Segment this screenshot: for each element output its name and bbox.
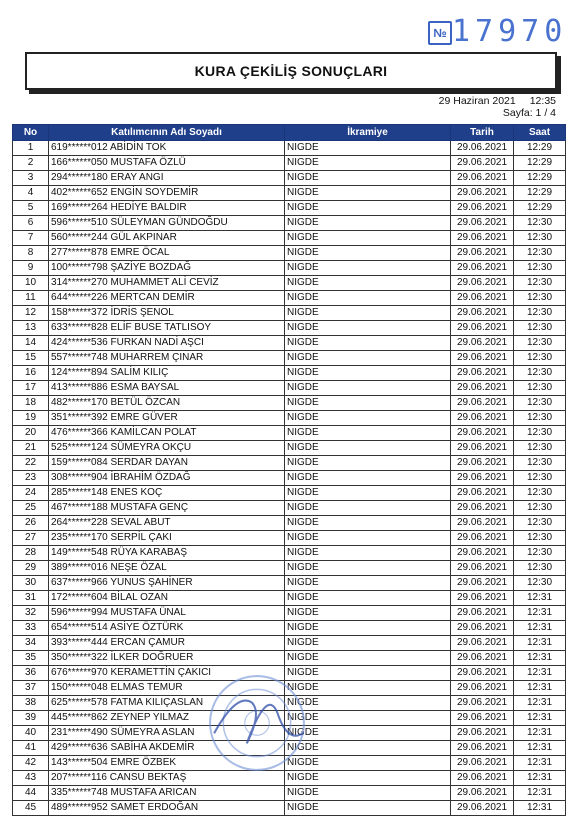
date-cell: 29.06.2021 (451, 756, 514, 771)
date-cell: 29.06.2021 (451, 711, 514, 726)
table-row (13, 666, 566, 681)
date-cell: 29.06.2021 (451, 471, 514, 486)
row-number: 39 (13, 711, 49, 726)
table-row (13, 291, 566, 306)
date-cell: 29.06.2021 (451, 456, 514, 471)
participant-name: 159******084 SERDAR DAYAN (49, 456, 285, 471)
row-number: 29 (13, 561, 49, 576)
row-number: 30 (13, 576, 49, 591)
row-number: 36 (13, 666, 49, 681)
time-cell: 12:30 (514, 531, 566, 546)
row-number: 32 (13, 606, 49, 621)
row-number: 41 (13, 741, 49, 756)
document-number-stamp (428, 14, 568, 49)
table-row (13, 336, 566, 351)
time-cell: 12:30 (514, 306, 566, 321)
date-cell: 29.06.2021 (451, 351, 514, 366)
date-cell: 29.06.2021 (451, 216, 514, 231)
prize-cell: NIGDE (285, 411, 451, 426)
date-cell: 29.06.2021 (451, 771, 514, 786)
time-cell: 12:31 (514, 696, 566, 711)
date-cell: 29.06.2021 (451, 156, 514, 171)
row-number: 27 (13, 531, 49, 546)
prize-cell: NIGDE (285, 381, 451, 396)
date-cell: 29.06.2021 (451, 426, 514, 441)
table-row (13, 141, 566, 156)
participant-name: 489******952 SAMET ERDOĞAN (49, 801, 285, 816)
table-row (13, 216, 566, 231)
participant-name: 557******748 MUHARREM ÇINAR (49, 351, 285, 366)
prize-cell: NIGDE (285, 561, 451, 576)
col-header-time: Saat (514, 125, 566, 141)
date-cell: 29.06.2021 (451, 201, 514, 216)
table-header-row (13, 125, 566, 141)
time-cell: 12:31 (514, 771, 566, 786)
prize-cell: NIGDE (285, 351, 451, 366)
participant-name: 100******798 ŞAZİYE BOZDAĞ (49, 261, 285, 276)
prize-cell: NIGDE (285, 726, 451, 741)
row-number: 26 (13, 516, 49, 531)
row-number: 15 (13, 351, 49, 366)
time-cell: 12:30 (514, 546, 566, 561)
table-row (13, 231, 566, 246)
row-number: 1 (13, 141, 49, 156)
row-number: 16 (13, 366, 49, 381)
time-cell: 12:31 (514, 636, 566, 651)
row-number: 12 (13, 306, 49, 321)
print-time: 12:35 (529, 95, 556, 107)
participant-name: 235******170 SERPİL ÇAKI (49, 531, 285, 546)
time-cell: 12:29 (514, 186, 566, 201)
participant-name: 149******548 RÜYA KARABAŞ (49, 546, 285, 561)
table-row (13, 156, 566, 171)
time-cell: 12:31 (514, 756, 566, 771)
time-cell: 12:31 (514, 606, 566, 621)
prize-cell: NIGDE (285, 276, 451, 291)
date-cell: 29.06.2021 (451, 501, 514, 516)
row-number: 4 (13, 186, 49, 201)
table-row (13, 561, 566, 576)
date-cell: 29.06.2021 (451, 531, 514, 546)
prize-cell: NIGDE (285, 531, 451, 546)
date-cell: 29.06.2021 (451, 636, 514, 651)
table-row (13, 321, 566, 336)
date-cell: 29.06.2021 (451, 681, 514, 696)
prize-cell: NIGDE (285, 141, 451, 156)
row-number: 33 (13, 621, 49, 636)
time-cell: 12:31 (514, 591, 566, 606)
prize-cell: NIGDE (285, 771, 451, 786)
prize-cell: NIGDE (285, 246, 451, 261)
time-cell: 12:30 (514, 276, 566, 291)
table-body (13, 141, 566, 816)
date-cell: 29.06.2021 (451, 726, 514, 741)
participant-name: 525******124 SÜMEYRA OKÇU (49, 441, 285, 456)
table-row (13, 366, 566, 381)
prize-cell: NIGDE (285, 516, 451, 531)
prize-cell: NIGDE (285, 426, 451, 441)
prize-cell: NIGDE (285, 741, 451, 756)
date-cell: 29.06.2021 (451, 621, 514, 636)
participant-name: 350******322 İLKER DOĞRUER (49, 651, 285, 666)
date-cell: 29.06.2021 (451, 561, 514, 576)
table-row (13, 681, 566, 696)
row-number: 40 (13, 726, 49, 741)
table-row (13, 621, 566, 636)
date-cell: 29.06.2021 (451, 741, 514, 756)
row-number: 10 (13, 276, 49, 291)
time-cell: 12:30 (514, 366, 566, 381)
date-cell: 29.06.2021 (451, 786, 514, 801)
prize-cell: NIGDE (285, 606, 451, 621)
date-cell: 29.06.2021 (451, 336, 514, 351)
date-cell: 29.06.2021 (451, 696, 514, 711)
table-row (13, 531, 566, 546)
table-row (13, 741, 566, 756)
time-cell: 12:30 (514, 396, 566, 411)
participant-name: 166******050 MUSTAFA ÖZLÜ (49, 156, 285, 171)
table-row (13, 381, 566, 396)
prize-cell: NIGDE (285, 756, 451, 771)
table-row (13, 576, 566, 591)
row-number: 19 (13, 411, 49, 426)
document-number: 17970 (452, 14, 568, 49)
prize-cell: NIGDE (285, 801, 451, 816)
date-cell: 29.06.2021 (451, 486, 514, 501)
participant-name: 596******994 MUSTAFA ÜNAL (49, 606, 285, 621)
prize-cell: NIGDE (285, 501, 451, 516)
date-cell: 29.06.2021 (451, 276, 514, 291)
prize-cell: NIGDE (285, 591, 451, 606)
participant-name: 560******244 GÜL AKPINAR (49, 231, 285, 246)
col-header-no: No (13, 125, 49, 141)
table-row (13, 726, 566, 741)
prize-cell: NIGDE (285, 546, 451, 561)
participant-name: 314******270 MUHAMMET ALİ CEVİZ (49, 276, 285, 291)
date-cell: 29.06.2021 (451, 651, 514, 666)
participant-name: 335******748 MUSTAFA ARICAN (49, 786, 285, 801)
participant-name: 424******536 FURKAN NADİ AŞCI (49, 336, 285, 351)
prize-cell: NIGDE (285, 336, 451, 351)
participant-name: 633******828 ELİF BUSE TATLISOY (49, 321, 285, 336)
prize-cell: NIGDE (285, 651, 451, 666)
row-number: 25 (13, 501, 49, 516)
date-cell: 29.06.2021 (451, 141, 514, 156)
time-cell: 12:29 (514, 171, 566, 186)
participant-name: 285******148 ENES KOÇ (49, 486, 285, 501)
date-cell: 29.06.2021 (451, 666, 514, 681)
table-row (13, 456, 566, 471)
participant-name: 482******170 BETÜL ÖZCAN (49, 396, 285, 411)
number-prefix: № (428, 21, 452, 45)
date-cell: 29.06.2021 (451, 516, 514, 531)
time-cell: 12:30 (514, 471, 566, 486)
row-number: 14 (13, 336, 49, 351)
participant-name: 429******636 SABİHA AKDEMİR (49, 741, 285, 756)
date-cell: 29.06.2021 (451, 801, 514, 816)
table-row (13, 306, 566, 321)
table-row (13, 636, 566, 651)
time-cell: 12:30 (514, 246, 566, 261)
time-cell: 12:30 (514, 426, 566, 441)
time-cell: 12:30 (514, 456, 566, 471)
prize-cell: NIGDE (285, 321, 451, 336)
prize-cell: NIGDE (285, 306, 451, 321)
participant-name: 625******578 FATMA KILIÇASLAN (49, 696, 285, 711)
time-cell: 12:31 (514, 621, 566, 636)
prize-cell: NIGDE (285, 696, 451, 711)
row-number: 20 (13, 426, 49, 441)
date-cell: 29.06.2021 (451, 291, 514, 306)
row-number: 37 (13, 681, 49, 696)
time-cell: 12:31 (514, 786, 566, 801)
prize-cell: NIGDE (285, 291, 451, 306)
table-row (13, 771, 566, 786)
date-cell: 29.06.2021 (451, 231, 514, 246)
prize-cell: NIGDE (285, 231, 451, 246)
date-cell: 29.06.2021 (451, 606, 514, 621)
participant-name: 158******372 İDRİS ŞENOL (49, 306, 285, 321)
table-row (13, 786, 566, 801)
row-number: 35 (13, 651, 49, 666)
time-cell: 12:29 (514, 141, 566, 156)
time-cell: 12:31 (514, 666, 566, 681)
row-number: 5 (13, 201, 49, 216)
row-number: 8 (13, 246, 49, 261)
time-cell: 12:30 (514, 411, 566, 426)
row-number: 23 (13, 471, 49, 486)
date-cell: 29.06.2021 (451, 261, 514, 276)
table-row (13, 201, 566, 216)
table-row (13, 441, 566, 456)
prize-cell: NIGDE (285, 576, 451, 591)
participant-name: 676******970 KERAMETTİN ÇAKICI (49, 666, 285, 681)
participant-name: 654******514 ASİYE ÖZTÜRK (49, 621, 285, 636)
table-row (13, 396, 566, 411)
title-box (25, 52, 557, 90)
date-cell: 29.06.2021 (451, 576, 514, 591)
row-number: 13 (13, 321, 49, 336)
date-cell: 29.06.2021 (451, 246, 514, 261)
time-cell: 12:30 (514, 336, 566, 351)
table-row (13, 516, 566, 531)
date-cell: 29.06.2021 (451, 186, 514, 201)
prize-cell: NIGDE (285, 261, 451, 276)
row-number: 45 (13, 801, 49, 816)
time-cell: 12:30 (514, 291, 566, 306)
time-cell: 12:30 (514, 516, 566, 531)
participant-name: 207******116 CANSU BEKTAŞ (49, 771, 285, 786)
participant-name: 393******444 ERCAN ÇAMUR (49, 636, 285, 651)
prize-cell: NIGDE (285, 441, 451, 456)
participant-name: 637******966 YUNUS ŞAHİNER (49, 576, 285, 591)
prize-cell: NIGDE (285, 201, 451, 216)
participant-name: 143******504 EMRE ÖZBEK (49, 756, 285, 771)
prize-cell: NIGDE (285, 711, 451, 726)
prize-cell: NIGDE (285, 156, 451, 171)
date-cell: 29.06.2021 (451, 321, 514, 336)
table-row (13, 651, 566, 666)
time-cell: 12:30 (514, 261, 566, 276)
table-row (13, 606, 566, 621)
row-number: 24 (13, 486, 49, 501)
table-row (13, 756, 566, 771)
table-row (13, 801, 566, 816)
participant-name: 150******048 ELMAS TEMUR (49, 681, 285, 696)
time-cell: 12:30 (514, 576, 566, 591)
row-number: 3 (13, 171, 49, 186)
date-cell: 29.06.2021 (451, 366, 514, 381)
row-number: 18 (13, 396, 49, 411)
time-cell: 12:29 (514, 156, 566, 171)
time-cell: 12:30 (514, 231, 566, 246)
prize-cell: NIGDE (285, 486, 451, 501)
prize-cell: NIGDE (285, 636, 451, 651)
participant-name: 124******894 SALİM KILIÇ (49, 366, 285, 381)
table-row (13, 546, 566, 561)
row-number: 7 (13, 231, 49, 246)
time-cell: 12:31 (514, 681, 566, 696)
participant-name: 277******878 EMRE ÖCAL (49, 246, 285, 261)
table-row (13, 171, 566, 186)
date-cell: 29.06.2021 (451, 396, 514, 411)
date-cell: 29.06.2021 (451, 441, 514, 456)
prize-cell: NIGDE (285, 171, 451, 186)
table-row (13, 501, 566, 516)
table-row (13, 246, 566, 261)
row-number: 28 (13, 546, 49, 561)
print-date: 29 Haziran 2021 (438, 95, 516, 107)
row-number: 34 (13, 636, 49, 651)
table-row (13, 426, 566, 441)
prize-cell: NIGDE (285, 666, 451, 681)
time-cell: 12:30 (514, 486, 566, 501)
row-number: 22 (13, 456, 49, 471)
row-number: 44 (13, 786, 49, 801)
row-number: 21 (13, 441, 49, 456)
row-number: 31 (13, 591, 49, 606)
col-header-prize: İkramiye (285, 125, 451, 141)
date-cell: 29.06.2021 (451, 381, 514, 396)
participant-name: 308******904 İBRAHİM ÖZDAĞ (49, 471, 285, 486)
time-cell: 12:31 (514, 726, 566, 741)
table-row (13, 186, 566, 201)
table-row (13, 261, 566, 276)
time-cell: 12:30 (514, 351, 566, 366)
col-header-date: Tarih (451, 125, 514, 141)
participant-name: 351******392 EMRE GÜVER (49, 411, 285, 426)
date-cell: 29.06.2021 (451, 171, 514, 186)
time-cell: 12:30 (514, 501, 566, 516)
table-row (13, 276, 566, 291)
prize-cell: NIGDE (285, 621, 451, 636)
row-number: 2 (13, 156, 49, 171)
date-cell: 29.06.2021 (451, 306, 514, 321)
prize-cell: NIGDE (285, 786, 451, 801)
prize-cell: NIGDE (285, 456, 451, 471)
prize-cell: NIGDE (285, 396, 451, 411)
participant-name: 619******012 ABİDİN TOK (49, 141, 285, 156)
table-row (13, 471, 566, 486)
time-cell: 12:30 (514, 321, 566, 336)
participant-name: 264******228 SEVAL ABUT (49, 516, 285, 531)
time-cell: 12:30 (514, 561, 566, 576)
row-number: 38 (13, 696, 49, 711)
time-cell: 12:31 (514, 741, 566, 756)
time-cell: 12:30 (514, 441, 566, 456)
participant-name: 389******016 NEŞE ÖZAL (49, 561, 285, 576)
table-row (13, 696, 566, 711)
participant-name: 169******264 HEDİYE BALDIR (49, 201, 285, 216)
participant-name: 413******886 ESMA BAYSAL (49, 381, 285, 396)
participant-name: 596******510 SÜLEYMAN GÜNDOĞDU (49, 216, 285, 231)
participant-name: 294******180 ERAY ANGI (49, 171, 285, 186)
participant-name: 402******652 ENGİN SOYDEMİR (49, 186, 285, 201)
time-cell: 12:30 (514, 381, 566, 396)
print-datetime (439, 95, 556, 107)
table-row (13, 486, 566, 501)
row-number: 11 (13, 291, 49, 306)
row-number: 42 (13, 756, 49, 771)
time-cell: 12:30 (514, 216, 566, 231)
participant-name: 231******490 SÜMEYRA ASLAN (49, 726, 285, 741)
page-title: KURA ÇEKİLİŞ SONUÇLARI (194, 63, 388, 79)
participant-name: 467******188 MUSTAFA GENÇ (49, 501, 285, 516)
participant-name: 172******604 BİLAL OZAN (49, 591, 285, 606)
prize-cell: NIGDE (285, 366, 451, 381)
prize-cell: NIGDE (285, 216, 451, 231)
prize-cell: NIGDE (285, 186, 451, 201)
prize-cell: NIGDE (285, 681, 451, 696)
date-cell: 29.06.2021 (451, 411, 514, 426)
participant-name: 445******862 ZEYNEP YILMAZ (49, 711, 285, 726)
col-header-name: Katılımcının Adı Soyadı (49, 125, 285, 141)
participant-name: 644******226 MERTCAN DEMİR (49, 291, 285, 306)
table-row (13, 411, 566, 426)
time-cell: 12:29 (514, 201, 566, 216)
row-number: 17 (13, 381, 49, 396)
time-cell: 12:31 (514, 711, 566, 726)
date-cell: 29.06.2021 (451, 546, 514, 561)
table-row (13, 711, 566, 726)
time-cell: 12:31 (514, 801, 566, 816)
participant-name: 476******366 KAMİLCAN POLAT (49, 426, 285, 441)
results-table (12, 124, 566, 816)
page-indicator: Sayfa: 1 / 4 (502, 107, 556, 119)
row-number: 43 (13, 771, 49, 786)
row-number: 6 (13, 216, 49, 231)
table-row (13, 591, 566, 606)
table-row (13, 351, 566, 366)
prize-cell: NIGDE (285, 471, 451, 486)
time-cell: 12:31 (514, 651, 566, 666)
row-number: 9 (13, 261, 49, 276)
date-cell: 29.06.2021 (451, 591, 514, 606)
